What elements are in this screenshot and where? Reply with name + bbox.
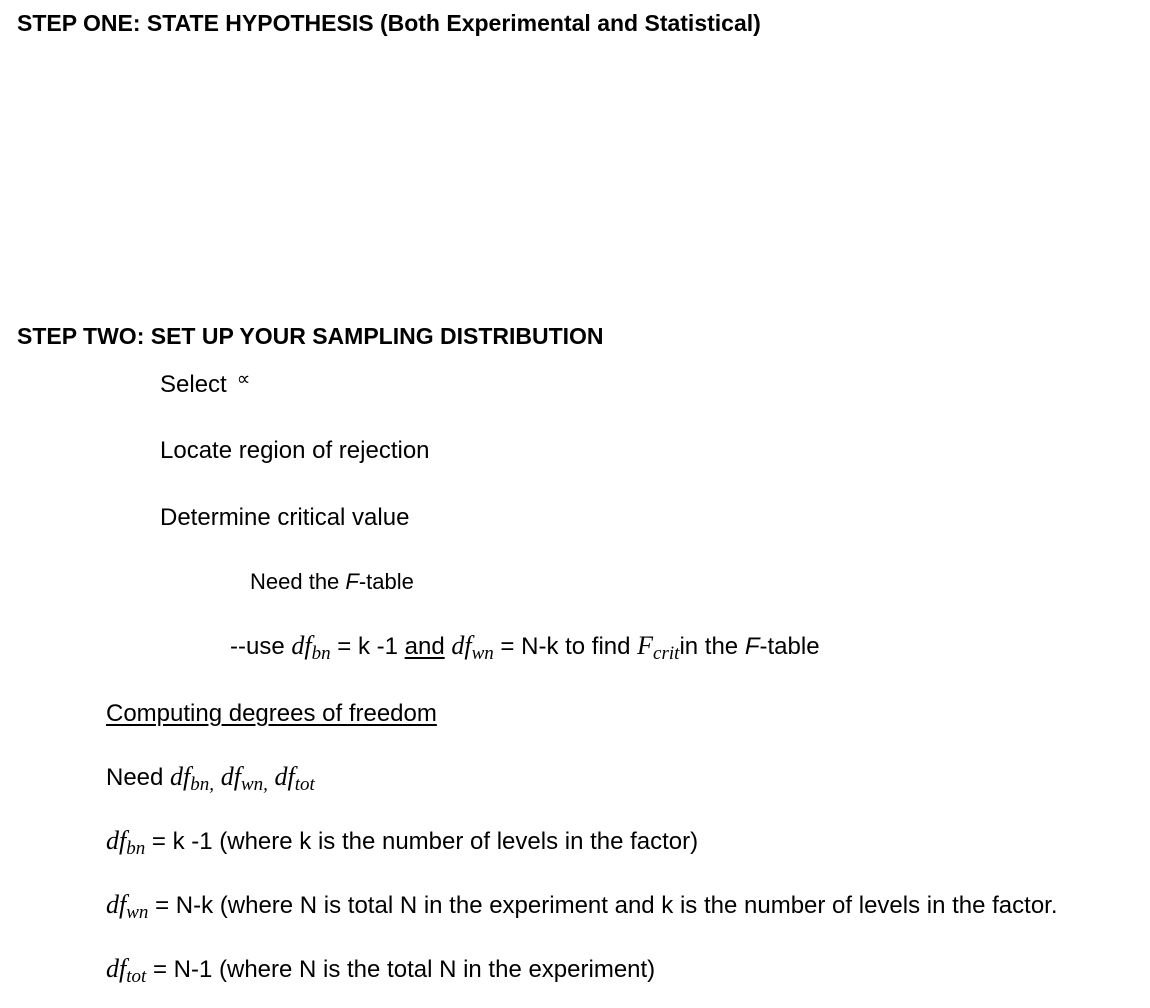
select-label: Select — [160, 371, 227, 398]
df-symbol: df — [106, 826, 127, 855]
step-two-heading: STEP TWO: SET UP YOUR SAMPLING DISTRIBUTION — [17, 323, 604, 349]
df-wn-text: = N-k (where N is total N in the experiment and k is the number of levels in the factor. — [148, 892, 1058, 919]
f-italic: F — [744, 633, 760, 660]
wn-subscript: wn — [126, 902, 149, 923]
wn-subscript: wn — [471, 643, 494, 664]
df-symbol: df — [220, 762, 241, 791]
df-tot-line — [106, 954, 656, 987]
and-underlined: and — [404, 633, 445, 660]
df-tot-text: = N-1 (where N is the total N in the experiment) — [146, 956, 656, 983]
use-prefix: --use — [230, 633, 292, 660]
df-wn-equation: = N-k to find — [493, 633, 638, 660]
f-crit-symbol: F — [637, 631, 654, 660]
df-bn-line — [106, 826, 699, 859]
bn-subscript: bn — [126, 838, 146, 859]
df-symbol: df — [170, 762, 191, 791]
tot-subscript: tot — [294, 774, 315, 795]
df-bn-text: = k -1 (where k is the number of levels in the factor) — [145, 828, 699, 855]
select-alpha-line — [160, 368, 251, 398]
df-symbol: df — [451, 631, 472, 660]
alpha-symbol: ∝ — [236, 368, 251, 390]
need-df-line — [106, 762, 315, 795]
table-suffix: -table — [759, 633, 820, 660]
need-f-table-line — [250, 571, 414, 593]
crit-subscript: crit — [653, 643, 680, 664]
need-table-prefix: Need the — [250, 569, 346, 594]
locate-region-line: Locate region of rejection — [160, 437, 430, 464]
df-symbol: df — [106, 890, 127, 919]
df-symbol: df — [106, 954, 127, 983]
need-table-suffix: -table — [358, 569, 414, 594]
f-italic: F — [345, 569, 359, 594]
df-symbol: df — [274, 762, 295, 791]
df-bn-equation: = k -1 — [330, 633, 405, 660]
bn-subscript: bn — [311, 643, 331, 664]
determine-critical-line: Determine critical value — [160, 504, 410, 531]
need-prefix: Need — [106, 764, 171, 791]
wn-subscript: wn, — [240, 774, 268, 795]
df-symbol: df — [291, 631, 312, 660]
in-the-text: in the — [679, 633, 745, 660]
use-df-line — [230, 631, 820, 664]
dof-title: Computing degrees of freedom — [106, 700, 437, 727]
tot-subscript: tot — [126, 966, 147, 987]
df-wn-line — [106, 890, 1058, 923]
step-one-heading: STEP ONE: STATE HYPOTHESIS (Both Experimental and Statistical) — [17, 10, 761, 36]
bn-subscript: bn, — [190, 774, 215, 795]
